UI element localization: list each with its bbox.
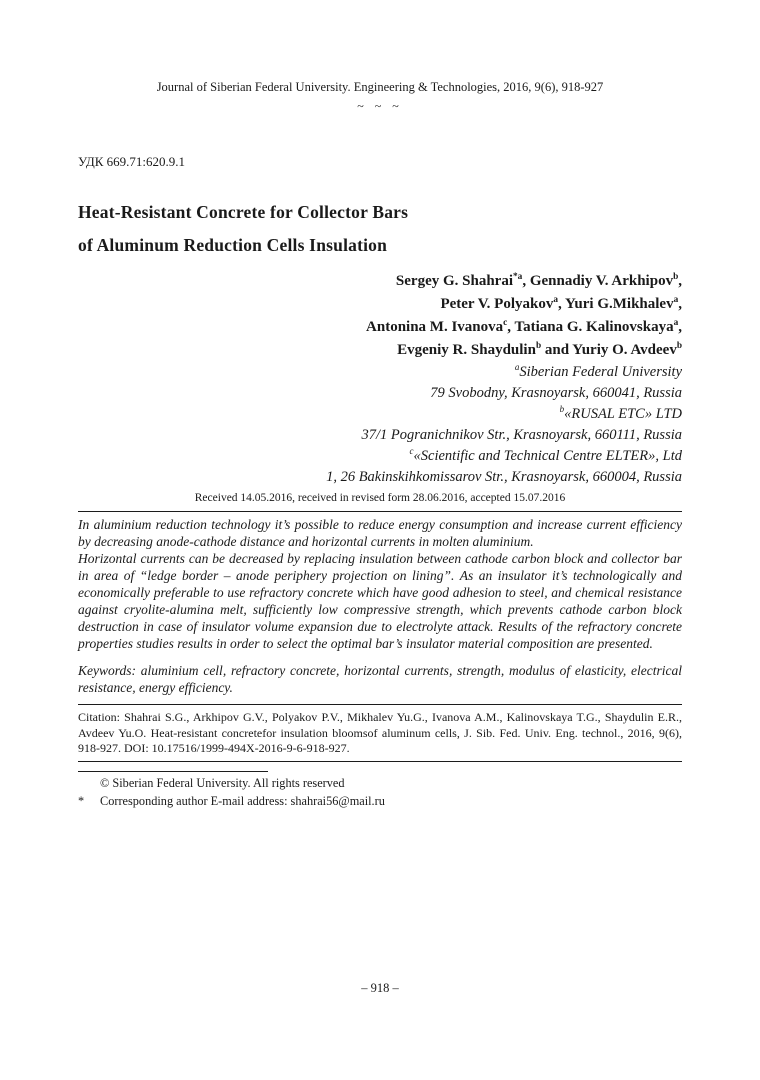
author-line [78,293,682,316]
author-line [78,339,682,362]
footnote-block [78,771,682,810]
horizontal-rule [78,761,682,762]
affiliation-mark: a [514,362,520,373]
article-title-line1: Heat-Resistant Concrete for Collector Bars [78,202,409,222]
copyright-line: © Siberian Federal University. All rights reserved [100,775,345,790]
author-name: Antonina M. Ivanova [366,319,504,335]
keywords: Keywords: aluminium cell, refractory concrete, horizontal currents, strength, modulus of elasticity, electrical resistance, energy efficiency. [78,663,682,695]
horizontal-rule [78,511,682,512]
citation: Citation: Shahrai S.G., Arkhipov G.V., Polyakov P.V., Mikhalev Yu.G., Ivanova A.M., Kalinovskaya T.G., Shaydulin E.R., Avdeev Yu.O. Heat-resistant concretefor insulation bloomsof aluminum cells, J. Sib. Fed. Univ. Eng. technol., 2016, 9(6), 918-927. DOI: 10.17516/1999-494X-2016-9-6-918-927. [78,710,682,755]
affiliation-text: «RUSAL ETC» LTD [564,406,682,422]
page-number: – 918 – [361,981,399,995]
author-line-tail: , [678,273,682,289]
footnote-asterisk: * [78,793,85,808]
received-dates: Received 14.05.2016, received in revised form 28.06.2016, accepted 15.07.2016 [194,492,566,504]
author-name: Peter V. Polyakov [440,296,554,312]
author-affiliation-mark: a [673,295,679,305]
author-name: , Gennadiy V. Arkhipov [522,273,674,289]
affiliation-text: «Scientific and Technical Centre ELTER», Ltd [413,448,682,464]
author-affiliation-mark: b [676,341,682,351]
abstract-paragraph-1: In aluminium reduction technology it’s possible to reduce energy consumption and increase current efficiency by decreasing anode-cathode distance and horizontal currents in molten aluminium. [78,517,682,549]
affiliation-line [78,404,682,425]
affiliation-mark: b [559,404,565,415]
corresponding-author-line [78,792,682,810]
affiliation-text: Siberian Federal University [519,364,682,380]
affiliation-line [78,446,682,467]
affiliation-line [78,425,682,446]
author-affiliation-mark: a [553,295,559,305]
author-line-tail: , [678,319,682,335]
author-name: , Yuri G.Mikhalev [558,296,674,312]
author-line [78,316,682,339]
article-title [78,196,682,262]
author-name: Sergey G. Shahrai [395,273,514,289]
affiliation-line [78,383,682,404]
affiliation-mark: c [409,446,414,457]
abstract-paragraph-2: Horizontal currents can be decreased by replacing insulation between cathode carbon block and collector bar in area of “ledge border – anode periphery projection on lining”. As an insulator it’s technologically and economically preferable to use refractory concrete which have good adhesion to steel, and chemical resistance against cryolite-alumina melt, sufficiently low compressive strength, which prevents cathode carbon block destruction in case of insulator volume expansion due to electrolyte attack. Results of the refractory concrete properties studies results in order to select the optimal bar’s insulator material composition are presented. [78,551,682,651]
affiliation-text: 79 Svobodny, Krasnoyarsk, 660041, Russia [430,385,682,401]
article-title-line2: of Aluminum Reduction Cells Insulation [78,235,388,255]
author-line [78,270,682,293]
affiliation-text: 1, 26 Bakinskihkomissarov Str., Krasnoyarsk, 660004, Russia [326,469,682,485]
corresponding-author-text: Corresponding author E-mail address: shahrai56@mail.ru [100,793,385,808]
author-name: and Yuriy O. Avdeev [541,342,677,358]
author-affiliation-mark: *a [513,272,523,282]
author-affiliation-mark: c [503,318,508,328]
section-ornament: ~ ~ ~ [357,99,403,113]
udk-code: УДК 669.71:620.9.1 [78,154,186,169]
abstract [78,516,682,652]
affiliation-line [78,362,682,383]
journal-header: Journal of Siberian Federal University. Engineering & Technologies, 2016, 9(6), 918-927 [156,80,604,94]
author-name: Evgeniy R. Shaydulin [397,342,536,358]
author-affiliation-mark: b [535,341,542,351]
affiliation-line [78,467,682,488]
affiliations-block [78,362,682,488]
author-affiliation-mark: a [673,318,679,328]
author-line-tail: , [678,296,682,312]
author-affiliation-mark: b [673,272,679,282]
affiliation-text: 37/1 Pogranichnikov Str., Krasnoyarsk, 660111, Russia [361,427,682,443]
author-name: , Tatiana G. Kalinovskaya [507,319,674,335]
horizontal-rule [78,704,682,705]
footnote-divider [78,771,268,772]
authors-block [78,270,682,362]
